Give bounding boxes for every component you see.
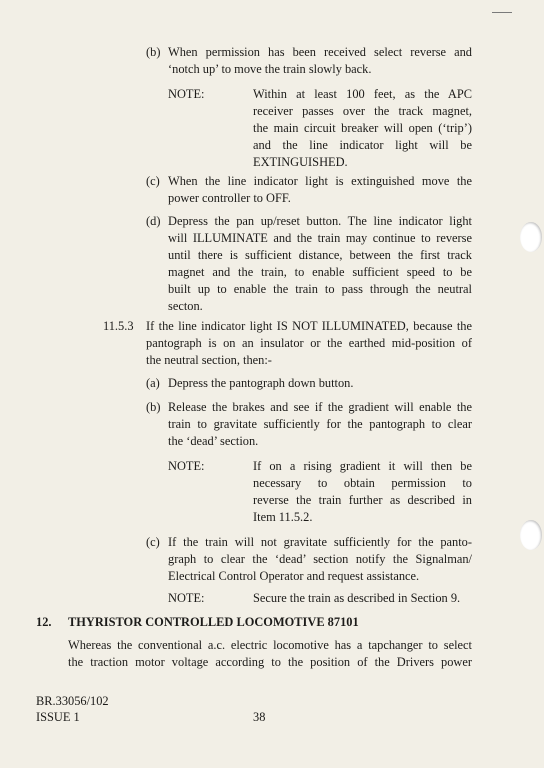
note-text: Secure the train as described in Section 9. xyxy=(253,591,461,605)
note-text: necessary to obtain permission to xyxy=(253,476,472,490)
note-label: NOTE: xyxy=(168,591,205,605)
item-label: (d) xyxy=(146,214,161,228)
item-text: ‘notch up’ to move the train slowly back. xyxy=(168,62,372,76)
item-text: Release the brakes and see if the gradient will enable the xyxy=(168,400,472,414)
clause-text: the neutral section, then:- xyxy=(146,353,272,367)
note-text: EXTINGUISHED. xyxy=(253,155,348,169)
item-text: will ILLUMINATE and the train may continue to reverse xyxy=(168,231,472,245)
note-text: receiver passes over the track magnet, xyxy=(253,104,472,118)
item-text: If the train will not gravitate sufficiently for the panto- xyxy=(168,535,472,549)
item-text: When permission has been received select reverse and xyxy=(168,45,472,59)
section-number: 12. xyxy=(36,615,52,629)
note-label: NOTE: xyxy=(168,87,205,101)
item-text: Depress the pantograph down button. xyxy=(168,376,354,390)
item-text: train to gravitate sufficiently for the pantograph to clear xyxy=(168,417,472,431)
punch-hole xyxy=(520,520,542,550)
document-reference: BR.33056/102 xyxy=(36,694,109,708)
page-number: 38 xyxy=(253,710,266,724)
item-text: Electrical Control Operator and request assistance. xyxy=(168,569,420,583)
item-text: built up to enable the train to pass through the neutral xyxy=(168,282,472,296)
section-title: THYRISTOR CONTROLLED LOCOMOTIVE 87101 xyxy=(68,615,359,629)
note-text: Within at least 100 feet, as the APC xyxy=(253,87,472,101)
scan-mark xyxy=(492,12,512,13)
item-text: secton. xyxy=(168,299,203,313)
item-text: magnet and the train, to enable sufficient speed to be xyxy=(168,265,472,279)
issue-number: ISSUE 1 xyxy=(36,710,80,724)
note-label: NOTE: xyxy=(168,459,205,473)
item-label: (c) xyxy=(146,535,160,549)
item-text: the ‘dead’ section. xyxy=(168,434,259,448)
item-label: (b) xyxy=(146,45,161,59)
note-text: and the line indicator light will be xyxy=(253,138,472,152)
item-text: When the line indicator light is extinguished move the xyxy=(168,174,472,188)
clause-text: If the line indicator light IS NOT ILLUMINATED, because the xyxy=(146,319,472,333)
note-text: Item 11.5.2. xyxy=(253,510,313,524)
body-text: Whereas the conventional a.c. electric locomotive has a tapchanger to select xyxy=(68,638,472,652)
punch-hole xyxy=(520,222,542,252)
item-text: power controller to OFF. xyxy=(168,191,291,205)
body-text: the traction motor voltage according to the position of the Drivers power xyxy=(68,655,472,669)
item-label: (a) xyxy=(146,376,160,390)
item-label: (c) xyxy=(146,174,160,188)
item-text: graph to clear the ‘dead’ section notify the Signalman/ xyxy=(168,552,472,566)
item-label: (b) xyxy=(146,400,161,414)
note-text: the main circuit breaker will open (‘trip’) xyxy=(253,121,472,135)
item-text: Depress the pan up/reset button. The line indicator light xyxy=(168,214,472,228)
clause-text: pantograph is on an insulator or the earthed mid-position of xyxy=(146,336,472,350)
note-text: If on a rising gradient it will then be xyxy=(253,459,472,473)
clause-number: 11.5.3 xyxy=(103,319,134,333)
note-text: reverse the train further as described in xyxy=(253,493,472,507)
item-text: until there is sufficient distance, between the first track xyxy=(168,248,472,262)
